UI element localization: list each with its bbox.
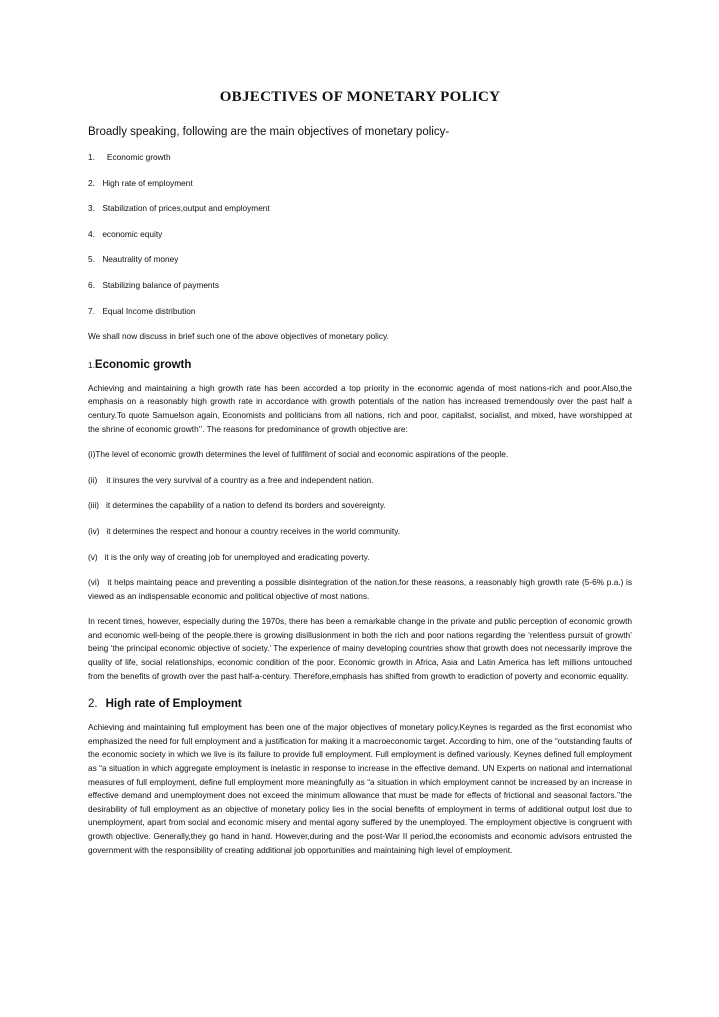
list-item-label: Neautrality of money xyxy=(102,254,179,265)
list-item xyxy=(88,305,632,319)
section-title: High rate of Employment xyxy=(105,698,242,711)
list-item-label: High rate of employment xyxy=(102,177,193,188)
section-title: Economic growth xyxy=(94,358,192,371)
section-heading-employment xyxy=(88,695,632,713)
reason-item: (vi) it helps maintaing peace and preventing a possible disintegration of the nation.for these reasons, a reasonably high growth rate (5-6% p.a.) is viewed as an indispensable economic and political objective of most nations. xyxy=(88,577,635,601)
list-item-label: Economic growth xyxy=(106,152,171,162)
list-item-label: Stabilization of prices,output and employment xyxy=(102,203,270,214)
list-item-label: economic equity xyxy=(102,228,163,239)
list-item-number: 7. xyxy=(88,305,95,316)
list-item xyxy=(88,253,632,267)
document-page xyxy=(88,86,635,869)
list-item xyxy=(88,151,632,165)
reason-item: (iii) it determines the capability of a nation to defend its borders and sovereignty. xyxy=(88,500,386,511)
intro-paragraph: Broadly speaking, following are the main objectives of monetary policy- xyxy=(88,126,450,138)
body-paragraph: Achieving and maintaining full employment has been one of the major objectives of monetary policy.Keynes is regarded as the first economist who emphasized the need for full employment and a justification for making it a macroeconomic target. According to him, one of the “outstanding faults of the economic society in which we live is its failure to provide full employment. Full employment is defined variously. Keynes defined full employment as “a situation in which aggregate employment is inelastic in response to increase in the effective demand. UN Experts on national and international measures of full employment, define full employment more meaningfully as “a situation in which employment cannot be increased by an increase in effective demand and unemployment does not exceed the minimum allowance that must be made for effects of frictional and seasonal factors.’’the desirability of full employment as an objective of monetary policy lies in the social benefits of employment in terms of additional output lost due to unemployment, apart from social and economic misery and mental agony suffered by the unemployed. The employment objective is congruent with growth objective. Generally,they go hand in hand. However,during and the post-War II period,the economists and economic advisors entrusted the government with the responsibility of creating additional job opportunities and maintaining high level of employment. xyxy=(88,722,632,855)
list-item-label: Stabilizing balance of payments xyxy=(102,279,219,290)
list-item-number: 6. xyxy=(88,279,95,290)
list-item xyxy=(88,202,632,216)
reason-item: (iv) it determines the respect and honour a country receives in the world community. xyxy=(88,525,401,536)
section-number: 1. xyxy=(88,359,95,370)
objectives-list xyxy=(88,151,632,318)
section-heading-economic-growth xyxy=(88,356,632,374)
list-item-number: 1. xyxy=(88,152,95,162)
list-item-number: 5. xyxy=(88,254,95,265)
document-title: OBJECTIVES OF MONETARY POLICY xyxy=(219,89,501,105)
list-item xyxy=(88,279,632,293)
reason-item: (v) it is the only way of creating job for unemployed and eradicating poverty. xyxy=(88,551,370,562)
list-item xyxy=(88,228,632,242)
body-paragraph: In recent times, however, especially during the 1970s, there has been a remarkable change in the private and public perception of economic growth and economic well-being of the people.there is growing disillusionment in both the rich and poor nations regarding the ‘relentless pursuit of growth’ being ‘the principal economic objective of society.’ The experience of mainy developing countries show that growth does not necessarily improve the quality of life, social relationships, economic condition of the poor. Economic growth in Africa, Asia and Latin America has left millions untouched from the benefits of growth over the past half-a-century. Therefore,emphasis has shifted from growth to eradiction of poverty and economic equality. xyxy=(88,616,632,681)
list-item-number: 2. xyxy=(88,177,95,188)
list-item xyxy=(88,177,632,191)
reason-item: (i)The level of economic growth determines the level of fullfilment of social and economic aspirations of the people. xyxy=(88,449,509,460)
reason-item: (ii) it insures the very survival of a country as a free and independent nation. xyxy=(88,474,374,485)
list-item-number: 3. xyxy=(88,203,95,214)
list-item-label: Equal Income distribution xyxy=(102,305,196,316)
list-item-number: 4. xyxy=(88,228,95,239)
section-number: 2. xyxy=(88,698,98,711)
discuss-paragraph: We shall now discuss in brief such one of the above objectives of monetary policy. xyxy=(88,331,389,342)
body-paragraph: Achieving and maintaining a high growth rate has been accorded a top priority in the economic agenda of most nations-rich and poor.Also,the emphasis on a reasonably high growth rate in accordance with growth potentials of the nation has increased tremendously over the past half a century.To quote Samuelson again, Economists and politicians from all nations, rich and poor, capitalist, socialist, and mixed, have worshipped at the shrine of economic growth’’. The reasons for predominance of growth objective are: xyxy=(88,382,632,434)
